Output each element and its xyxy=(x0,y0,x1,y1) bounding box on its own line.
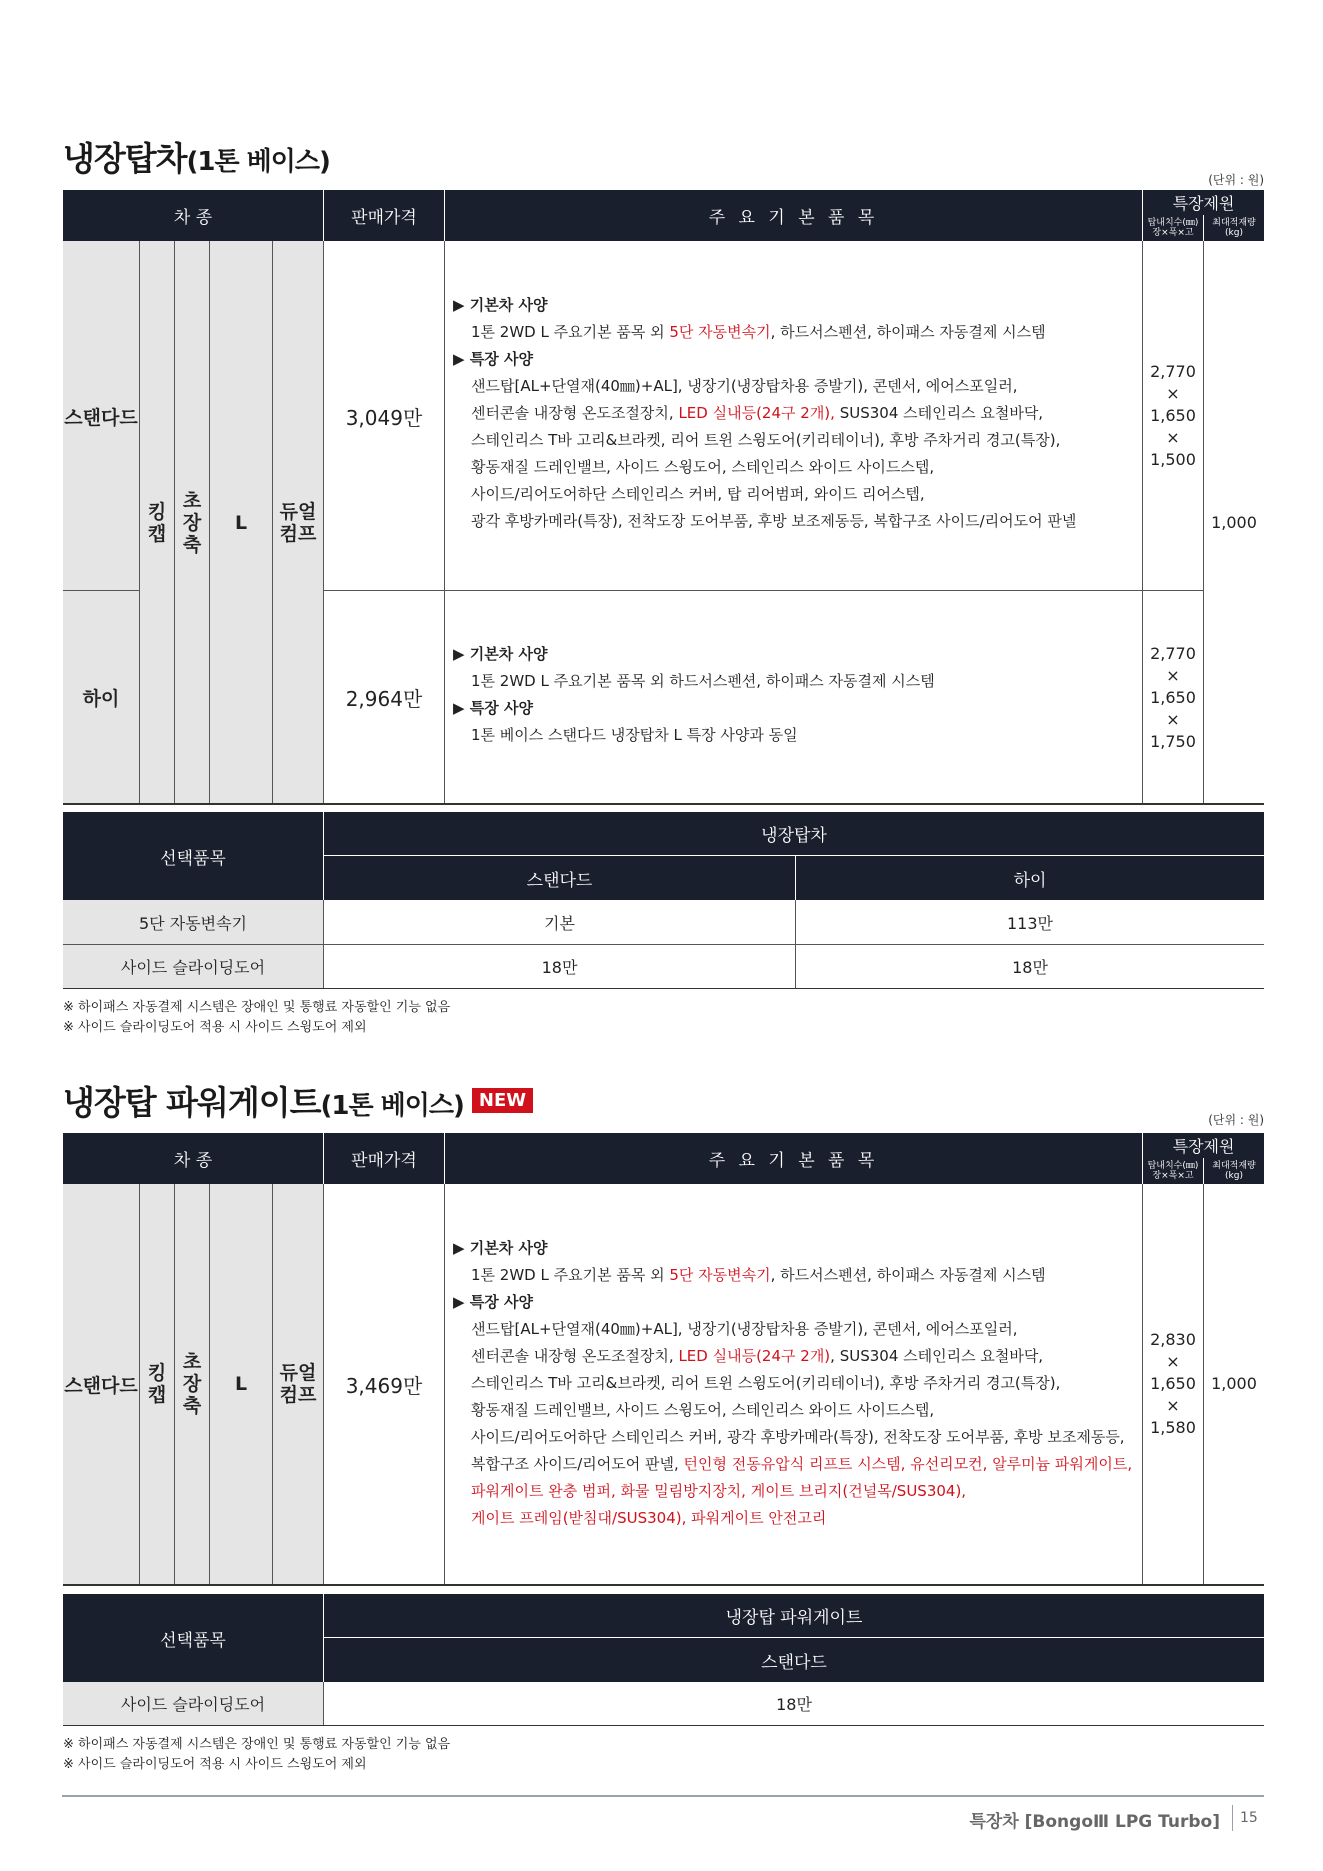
s1-wheel: 듀얼 컴프 xyxy=(279,500,317,545)
s1-sp2-pre: 센터콘솔 내장형 온도조절장치, xyxy=(471,404,679,422)
s2-opt-label: 선택품목 xyxy=(63,1594,323,1682)
s1-base-red: 5단 자동변속기 xyxy=(669,323,771,341)
s1-grid xyxy=(1203,241,1204,804)
footer-divider xyxy=(1232,1805,1233,1831)
s1-cab: 킹 캡 xyxy=(147,500,167,545)
s2-sp6-red: 턴인형 전동유압식 리프트 시스템, 유선리모컨, 알루미늄 파워게이트, xyxy=(683,1455,1133,1473)
s1-dims-high: 2,770 × 1,650 × 1,750 xyxy=(1150,643,1196,751)
s1-grid xyxy=(63,590,140,591)
s1-opt-row2-v1: 18만 xyxy=(541,958,578,977)
s1-trim-standard: 스탠다드 xyxy=(64,406,138,429)
s1-grid xyxy=(444,241,445,804)
s2-sp2-pre: 센터콘솔 내장형 온도조절장치, xyxy=(471,1347,679,1365)
s2-grid xyxy=(63,1584,1264,1586)
s1-grade: L xyxy=(234,511,248,534)
s1-opt-row1-v2: 113만 xyxy=(1007,913,1053,933)
s1-features-standard xyxy=(453,292,1138,535)
s1-sp5: 사이드/리어도어하단 스테인리스 커버, 탑 리어범퍼, 와이드 리어스텝, xyxy=(471,485,925,503)
section2-title-sub: (1톤 베이스) xyxy=(320,1091,464,1121)
s2-base-post: , 하드서스펜션, 하이패스 자동결제 시스템 xyxy=(770,1266,1046,1284)
s2-wheel: 듀얼 컴프 xyxy=(279,1362,317,1406)
s1-opt-divider xyxy=(324,855,1264,856)
s2-opt-grid xyxy=(63,1725,1264,1726)
s2-opt-grid xyxy=(323,1682,324,1725)
s1-header-model: 차 종 xyxy=(63,190,323,241)
s2-price: 3,469만 xyxy=(345,1373,423,1398)
s2-axle: 초 장 축 xyxy=(182,1351,202,1417)
s2-header-dims xyxy=(1143,1158,1203,1184)
s1-axle: 초 장 축 xyxy=(182,489,202,556)
s2-opt-col1: 스탠다드 xyxy=(324,1638,1264,1682)
s2-sp4: 황동재질 드레인밸브, 사이드 스윙도어, 스테인리스 와이드 사이드스텝, xyxy=(471,1401,935,1419)
s2-header-model: 차 종 xyxy=(63,1133,323,1184)
s1-header-load-l1: 최대적재량 xyxy=(1212,218,1256,228)
section1-title xyxy=(63,133,330,180)
s2-sp1: 샌드탑[AL+단열재(40㎜)+AL], 냉장기(냉장탑차용 증발기), 콘덴서, 에어스포일러, xyxy=(471,1320,1018,1338)
s2-header-load xyxy=(1204,1158,1264,1184)
s2-opt-row1-v1: 18만 xyxy=(776,1695,812,1714)
section1-title-main: 냉장탑차 xyxy=(63,139,187,178)
s1-base-post: , 하드서스펜션, 하이패스 자동결제 시스템 xyxy=(770,323,1046,341)
s1-opt-label: 선택품목 xyxy=(63,812,323,900)
s2-note-1: ※ 하이패스 자동결제 시스템은 장애인 및 통행료 자동할인 기능 없음 xyxy=(63,1737,451,1752)
s1h-base-head: ▶ 기본차 사양 xyxy=(453,645,548,663)
s1-price-high: 2,964만 xyxy=(345,687,423,711)
s1-special-head: ▶ 특장 사양 xyxy=(453,350,533,368)
s1-base-line xyxy=(453,319,1138,346)
s1-grid xyxy=(323,590,1204,591)
s2-opt-divider xyxy=(324,1637,1264,1638)
section1-title-sub: (1톤 베이스) xyxy=(186,147,330,177)
s1-opt-row2-v2: 18만 xyxy=(1012,958,1048,977)
s2-base-line xyxy=(453,1262,1138,1289)
s1-header-load-l2: (kg) xyxy=(1225,228,1243,238)
s2-sp3: 스테인리스 T바 고리&브라켓, 리어 트윈 스윙도어(키리테이너), 후방 주차거리 경고(특장), xyxy=(471,1374,1061,1392)
s2-notes xyxy=(63,1735,863,1775)
s2-header-dims-l1: 탑내치수(㎜) xyxy=(1147,1161,1199,1171)
s1-opt-grid xyxy=(323,900,324,988)
s1-grid xyxy=(323,241,324,804)
s1-load: 1,000 xyxy=(1211,512,1257,532)
s1-grid xyxy=(272,241,273,804)
s1-sp2 xyxy=(453,400,1138,427)
s2-base-head: ▶ 기본차 사양 xyxy=(453,1239,548,1257)
footer-rule xyxy=(62,1795,1264,1797)
s1h-sp1: 1톤 베이스 스탠다드 냉장탑차 L 특장 사양과 동일 xyxy=(471,726,798,744)
s1-header-dims-l1: 탑내치수(㎜) xyxy=(1147,218,1199,228)
s2-header-dims-l2: 장×폭×고 xyxy=(1152,1171,1194,1181)
s1-opt-col2: 하이 xyxy=(796,856,1264,900)
s2-grid xyxy=(272,1184,273,1584)
s1-header-dims xyxy=(1143,215,1203,241)
s2-opt-group: 냉장탑 파워게이트 xyxy=(324,1594,1264,1637)
s1-grid xyxy=(1142,241,1143,804)
s1-features-high xyxy=(453,641,1138,749)
s2-sp2-post: , SUS304 스테인리스 요철바닥, xyxy=(830,1347,1044,1365)
s1-notes xyxy=(63,998,863,1038)
s1-opt-row1-v1: 기본 xyxy=(544,913,575,933)
section2-unit: (단위 : 원) xyxy=(1208,1113,1264,1127)
s1-opt-group: 냉장탑차 xyxy=(324,812,1264,855)
s1-price-standard: 3,049만 xyxy=(345,405,423,430)
section1-unit: (단위 : 원) xyxy=(1208,173,1264,187)
s2-cab: 킹 캡 xyxy=(147,1362,167,1406)
s1-sp1: 샌드탑[AL+단열재(40㎜)+AL], 냉장기(냉장탑차용 증발기), 콘덴서, 에어스포일러, xyxy=(471,377,1018,395)
s1-dims-standard: 2,770 × 1,650 × 1,500 xyxy=(1150,362,1196,469)
new-badge: NEW xyxy=(472,1088,533,1113)
s1-sp2-post: SUS304 스테인리스 요철바닥, xyxy=(834,404,1044,422)
s2-header-load-l2: (kg) xyxy=(1225,1171,1243,1181)
s1-opt-row1-name: 5단 자동변속기 xyxy=(63,900,323,944)
s2-grid xyxy=(139,1184,140,1584)
s1-base-pre: 1톤 2WD L 주요기본 품목 외 xyxy=(471,323,670,341)
s2-sp2-red: LED 실내등(24구 2개) xyxy=(678,1347,831,1365)
s1-sp4: 황동재질 드레인밸브, 사이드 스윙도어, 스테인리스 와이드 사이드스텝, xyxy=(471,458,935,476)
s2-sp6 xyxy=(453,1451,1138,1478)
section2-title xyxy=(63,1077,533,1124)
s2-sp6-pre: 복합구조 사이드/리어도어 판넬, xyxy=(471,1455,684,1473)
s1-sp6: 광각 후방카메라(특장), 전착도장 도어부품, 후방 보조제동등, 복합구조 사이드/리어도어 판넬 xyxy=(471,512,1077,530)
s1-header-features: 주 요 기 본 품 목 xyxy=(445,190,1142,241)
s2-trim-standard: 스탠다드 xyxy=(64,1374,138,1397)
s1-sp3: 스테인리스 T바 고리&브라켓, 리어 트윈 스윙도어(키리테이너), 후방 주차거리 경고(특장), xyxy=(471,431,1061,449)
s1-grid xyxy=(63,803,1264,805)
s1h-special-head: ▶ 특장 사양 xyxy=(453,699,533,717)
s1-base-head: ▶ 기본차 사양 xyxy=(453,296,548,314)
s1-header-price: 판매가격 xyxy=(324,190,444,241)
s2-grid xyxy=(323,1184,324,1584)
s2-sp5: 사이드/리어도어하단 스테인리스 커버, 광각 후방카메라(특장), 전착도장 도어부품, 후방 보조제동등, xyxy=(471,1428,1125,1446)
s1-note-1: ※ 하이패스 자동결제 시스템은 장애인 및 통행료 자동할인 기능 없음 xyxy=(63,1000,451,1015)
s1-sp2-red: LED 실내등(24구 2개), xyxy=(678,404,835,422)
s1-opt-grid xyxy=(795,900,796,988)
s2-header-price: 판매가격 xyxy=(324,1133,444,1184)
s2-special-head: ▶ 특장 사양 xyxy=(453,1293,533,1311)
s1h-base: 1톤 2WD L 주요기본 품목 외 하드서스펜션, 하이패스 자동결제 시스템 xyxy=(471,672,935,690)
s2-grid xyxy=(209,1184,210,1584)
s1-grid xyxy=(139,241,140,804)
s1-header-dims-l2: 장×폭×고 xyxy=(1152,228,1194,238)
footer-label: 특장차 [BongoⅢ LPG Turbo] xyxy=(969,1812,1220,1832)
s2-grid xyxy=(1203,1184,1204,1584)
s1-grid xyxy=(174,241,175,804)
s1-opt-grid xyxy=(63,988,1264,989)
s1-grid xyxy=(209,241,210,804)
s2-features xyxy=(453,1235,1138,1532)
section2-title-main: 냉장탑 파워게이트 xyxy=(63,1083,321,1122)
s2-dims: 2,830 × 1,650 × 1,580 xyxy=(1150,1330,1196,1437)
s1-note-2: ※ 사이드 슬라이딩도어 적용 시 사이드 스윙도어 제외 xyxy=(63,1020,367,1035)
s2-header-special: 특장제원 xyxy=(1143,1133,1264,1158)
page-number: 15 xyxy=(1240,1810,1258,1826)
s2-note-2: ※ 사이드 슬라이딩도어 적용 시 사이드 스윙도어 제외 xyxy=(63,1757,367,1772)
s2-grid xyxy=(174,1184,175,1584)
s2-load: 1,000 xyxy=(1211,1374,1257,1393)
s2-grid xyxy=(444,1184,445,1584)
s1-opt-col1: 스탠다드 xyxy=(324,856,795,900)
s2-header-features: 주 요 기 본 품 목 xyxy=(445,1133,1142,1184)
s1-header-load xyxy=(1204,215,1264,241)
s2-opt-row1-name: 사이드 슬라이딩도어 xyxy=(63,1682,323,1725)
s2-sp8: 게이트 프레임(받침대/SUS304), 파워게이트 안전고리 xyxy=(471,1509,827,1527)
s2-grade: L xyxy=(234,1373,248,1395)
s1-trim-high: 하이 xyxy=(82,688,120,710)
s2-sp7: 파워게이트 완충 범퍼, 화물 밀림방지장치, 게이트 브리지(건널목/SUS304), xyxy=(471,1482,967,1500)
s2-header-load-l1: 최대적재량 xyxy=(1212,1161,1256,1171)
s2-grid xyxy=(1142,1184,1143,1584)
s2-base-red: 5단 자동변속기 xyxy=(669,1266,771,1284)
s1-header-special: 특장제원 xyxy=(1143,190,1264,215)
s1-opt-row2-name: 사이드 슬라이딩도어 xyxy=(63,945,323,988)
s2-sp2 xyxy=(453,1343,1138,1370)
s2-base-pre: 1톤 2WD L 주요기본 품목 외 xyxy=(471,1266,670,1284)
